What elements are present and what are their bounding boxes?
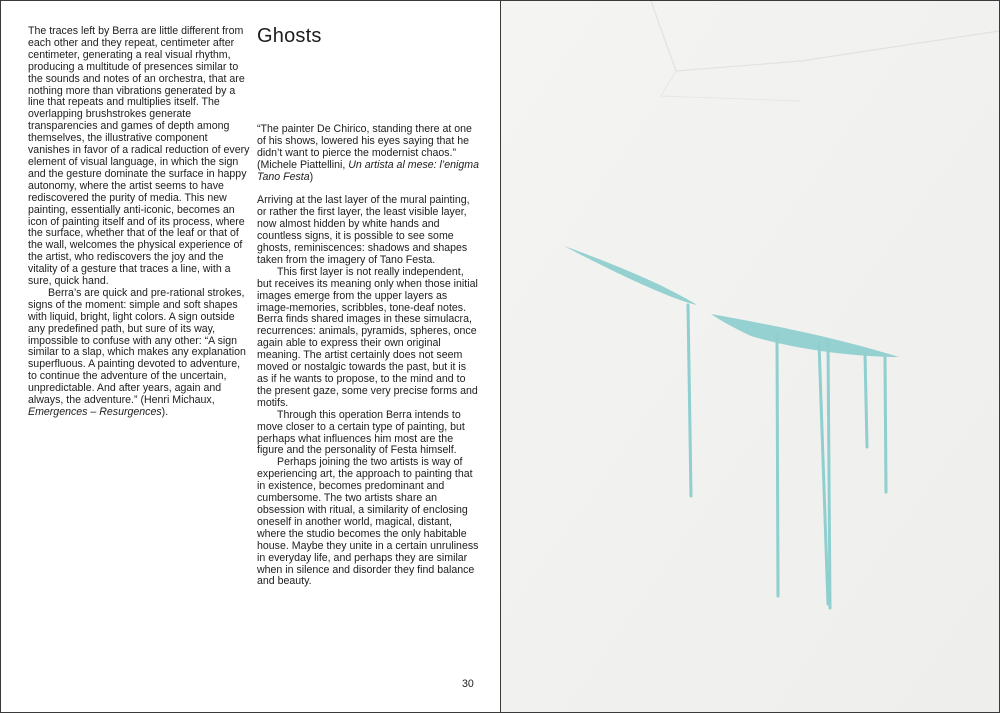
paragraph: Berra’s are quick and pre-rational strokes, signs of the moment: simple and soft shapes with liquid, bright, light colors. A sign outside any predefined path, but sure of its way, impossible to confuse with any other: “A sign similar to a slap, which makes any explanation superfluous. A painting devoted to adventure, to continue the adventure of the uncertain, unpredictable. And after years, again and always, the adventure.” (Henri Michaux, Emergences – Resurgences). [28,286,246,418]
text-column-right [257,124,479,588]
drip-painting-image [501,1,999,712]
paint-drip [865,354,867,447]
paragraph: Through this operation Berra intends to move closer to a certain type of painting, but perhaps what influences him most are the figure and the personality of Festa himself. [257,408,465,457]
paragraph: Perhaps joining the two artists is way of experiencing art, the approach to painting that in existence, becomes predominant and cumbersome. The two artists share an obsession with ritual, a similarity of enclosing oneself in another world, magical, distant, where the studio becomes the only habitable house. Maybe they unite in a certain unruliness in everyday life, and perhaps they are similar when in silence and disorder they find balance and beauty. [257,456,479,588]
paint-drip [777,334,778,596]
paragraph: This first layer is not really independent, but receives its meaning only when those initial images emerge from the upper layers as image-memories, scribbles, tone-deaf notes. Berra finds shared images in these simulacra, recurrences: animals, pyramids, spheres, once again able to express their own original meaning. The artist certainly does not seem moved or nostalgic towards the past, but it is as if he wants to propose, to the mind and to the present gaze, some very precise forms and motifs. [257,265,478,409]
paint-drip [885,358,886,492]
paragraph: Arriving at the last layer of the mural painting, or rather the first layer, the least visible layer, now almost hidden by white hands and countless signs, it is possible to see some ghosts, reminiscences: shadows and shapes taken from the imagery of Tano Festa. [257,194,470,266]
paint-drip [828,343,830,608]
page-number: 30 [462,678,474,690]
citation-source: Un artista al mese: l’enigma Tano Festa [257,158,479,183]
page-title: Ghosts [257,25,322,47]
wall-background [501,1,999,712]
citation-source: Emergences – Resurgences [28,406,162,418]
right-page-artwork [501,1,999,712]
epigraph-quote: “The painter De Chirico, standing there at one of his shows, lowered his eyes saying that he didn’t want to pierce the modernist chaos.” (Michele Piattellini, Un artista al mese: l’enigma Tano Festa) [257,123,479,183]
text-column-left [28,26,250,419]
paragraph: The traces left by Berra are little different from each other and they repeat, centimeter after centimeter, generating a real visual rhythm, producing a multitude of presences similar to the sounds and notes of an orchestra, that are nothing more than vibrations generated by a line that repeats and multiplies itself. The overlapping brushstrokes generate transparencies and games of depth among themselves, the illustrative component vanishes in favor of a radical reduction of every element of visual language, in which the sign and the gesture dominate the surface in happy autonomy, where the artist seems to have rediscovered the purity of media. This new painting, essentially anti-iconic, becomes an icon of painting itself and of its process, where the surface, whether that of the leaf or that of the wall, welcomes the physical experience of the artist, who rediscovers the joy and the vitality of a gesture that traces a line, with a sure, quick hand. [28,25,250,288]
left-page [1,1,501,712]
